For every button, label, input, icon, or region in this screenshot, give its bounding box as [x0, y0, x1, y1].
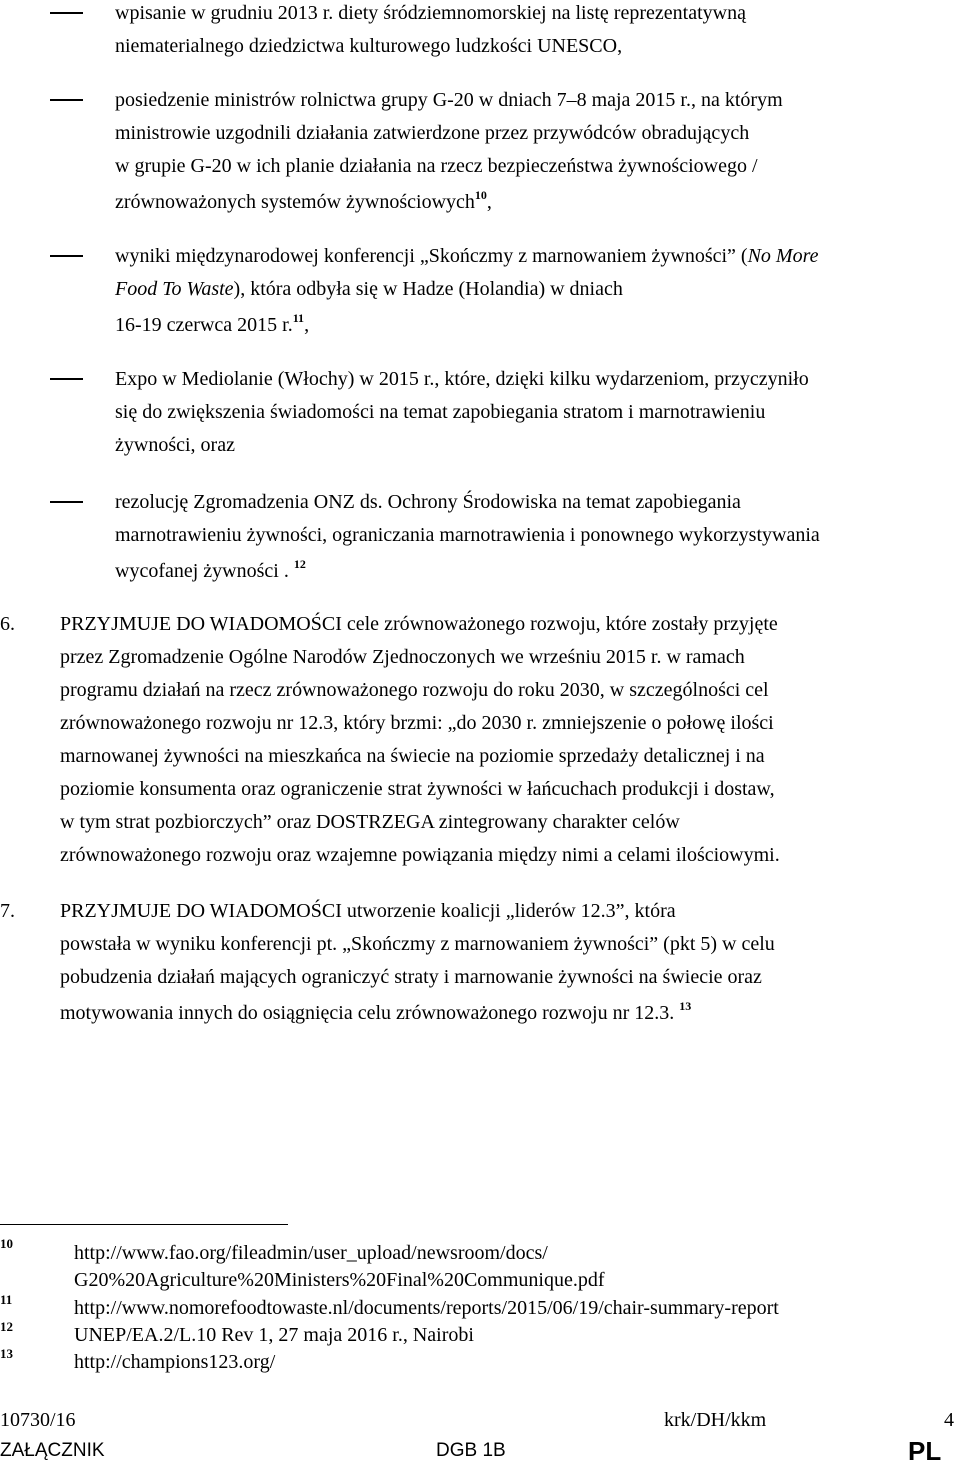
text-line: w grupie G-20 w ich planie działania na rzecz bezpieczeństwa żywnościowego / [115, 155, 758, 177]
footnote-number: 11 [0, 1292, 13, 1307]
punct: , [304, 314, 310, 336]
text-line: PRZYJMUJE DO WIADOMOŚCI cele zrównoważonego rozwoju, które zostały przyjęte [60, 613, 778, 635]
text-line: rezolucję Zgromadzenia ONZ ds. Ochrony Środowiska na temat zapobiegania [115, 491, 741, 513]
text-line: powstała w wyniku konferencji pt. „Skończmy z marnowaniem żywności” (pkt 5) w celu [60, 933, 775, 955]
text-line: PRZYJMUJE DO WIADOMOŚCI utworzenie koalicji „liderów 12.3”, która [60, 900, 676, 922]
footnote-link[interactable]: http://www.nomorefoodtowaste.nl/documents/reports/2015/06/19/chair-summary-report [74, 1297, 779, 1319]
text-line-main: motywowania innych do osiągnięcia celu zrównoważonego rozwoju nr 12.3. [60, 1002, 675, 1024]
point-number: 7. [0, 900, 15, 922]
italic-title: Food To Waste [115, 278, 234, 300]
footnote-number: 10 [0, 1236, 13, 1251]
footnote-ref-11: 11 [292, 311, 305, 325]
text-line: żywności, oraz [115, 434, 235, 456]
text-line: w tym strat pozbiorczych” oraz DOSTRZEGA zintegrowany charakter celów [60, 811, 680, 833]
bullet-dash [50, 501, 83, 503]
footnote-text: UNEP/EA.2/L.10 Rev 1, 27 maja 2016 r., Nairobi [74, 1324, 474, 1346]
doc-reference: 10730/16 [0, 1409, 76, 1431]
text-line: wpisanie w grudniu 2013 r. diety śródziemnomorskiej na listę reprezentatywną [115, 2, 746, 24]
annex-label: ZAŁĄCZNIK [0, 1440, 105, 1461]
footnote-link[interactable]: http://champions123.org/ [74, 1351, 276, 1373]
language-code: PL [908, 1436, 942, 1466]
bullet-dash [50, 255, 83, 257]
text-line: posiedzenie ministrów rolnictwa grupy G-20 w dniach 7–8 maja 2015 r., na którym [115, 89, 783, 111]
text-line: marnotrawieniu żywności, ograniczania marnotrawienia i ponownego wykorzystywania [115, 524, 820, 546]
text-line: niematerialnego dziedzictwa kulturowego ludzkości UNESCO, [115, 35, 623, 57]
point-number: 6. [0, 613, 15, 635]
text-line [115, 279, 623, 299]
punct: , [486, 191, 492, 213]
footnote-link[interactable]: G20%20Agriculture%20Ministers%20Final%20Communique.pdf [74, 1269, 605, 1291]
footnote-separator [0, 1224, 288, 1225]
text-line [115, 189, 492, 212]
italic-title: No More [747, 245, 819, 267]
text-line [60, 1000, 691, 1023]
text-line-main: wyniki międzynarodowej konferencji „Skończmy z marnowaniem żywności” ( [115, 245, 748, 267]
text-line-main: 16-19 czerwca 2015 r. [115, 314, 293, 336]
text-line: ministrowie uzgodnili działania zatwierdzone przez przywódców obradujących [115, 122, 750, 144]
author-initials: krk/DH/kkm [664, 1409, 767, 1431]
text-line [115, 558, 306, 581]
footnote-ref-13: 13 [679, 999, 692, 1013]
department: DGB 1B [436, 1440, 506, 1461]
text-line: pobudzenia działań mających ograniczyć straty i marnowanie żywności na świecie oraz [60, 966, 762, 988]
text-line [115, 246, 819, 266]
text-line: marnowanej żywności na mieszkańca na świecie na poziomie sprzedaży detalicznej i na [60, 745, 765, 767]
text-line: się do zwiększenia świadomości na temat zapobiegania stratom i marnotrawieniu [115, 401, 766, 423]
footnote-number: 13 [0, 1346, 13, 1361]
footnote-link[interactable]: http://www.fao.org/fileadmin/user_upload/newsroom/docs/ [74, 1242, 548, 1264]
page-number: 4 [944, 1409, 954, 1431]
text-line: programu działań na rzecz zrównoważonego rozwoju do roku 2030, w szczególności cel [60, 679, 769, 701]
footnote-number: 12 [0, 1319, 13, 1334]
text-line-main: zrównoważonych systemów żywnościowych [115, 191, 475, 213]
text-line: poziomie konsumenta oraz ograniczenie strat żywności w łańcuchach produkcji i dostaw, [60, 778, 775, 800]
text-line: zrównoważonego rozwoju nr 12.3, który brzmi: „do 2030 r. zmniejszenie o połowę ilości [60, 712, 774, 734]
bullet-dash [50, 99, 83, 101]
text-line-main: wycofanej żywności . [115, 560, 289, 582]
text-line: Expo w Mediolanie (Włochy) w 2015 r., które, dzięki kilku wydarzeniom, przyczyniło [115, 368, 809, 390]
text-line-main: ), która odbyła się w Hadze (Holandia) w dniach [233, 278, 623, 300]
footnote-ref-12: 12 [293, 557, 306, 571]
bullet-dash [50, 12, 83, 14]
text-line: zrównoważonego rozwoju oraz wzajemne powiązania między nimi a celami ilościowymi. [60, 844, 780, 866]
text-line: przez Zgromadzenie Ogólne Narodów Zjednoczonych we wrześniu 2015 r. w ramach [60, 646, 745, 668]
bullet-dash [50, 378, 83, 380]
footnote-ref-10: 10 [474, 188, 487, 202]
text-line [115, 312, 309, 335]
